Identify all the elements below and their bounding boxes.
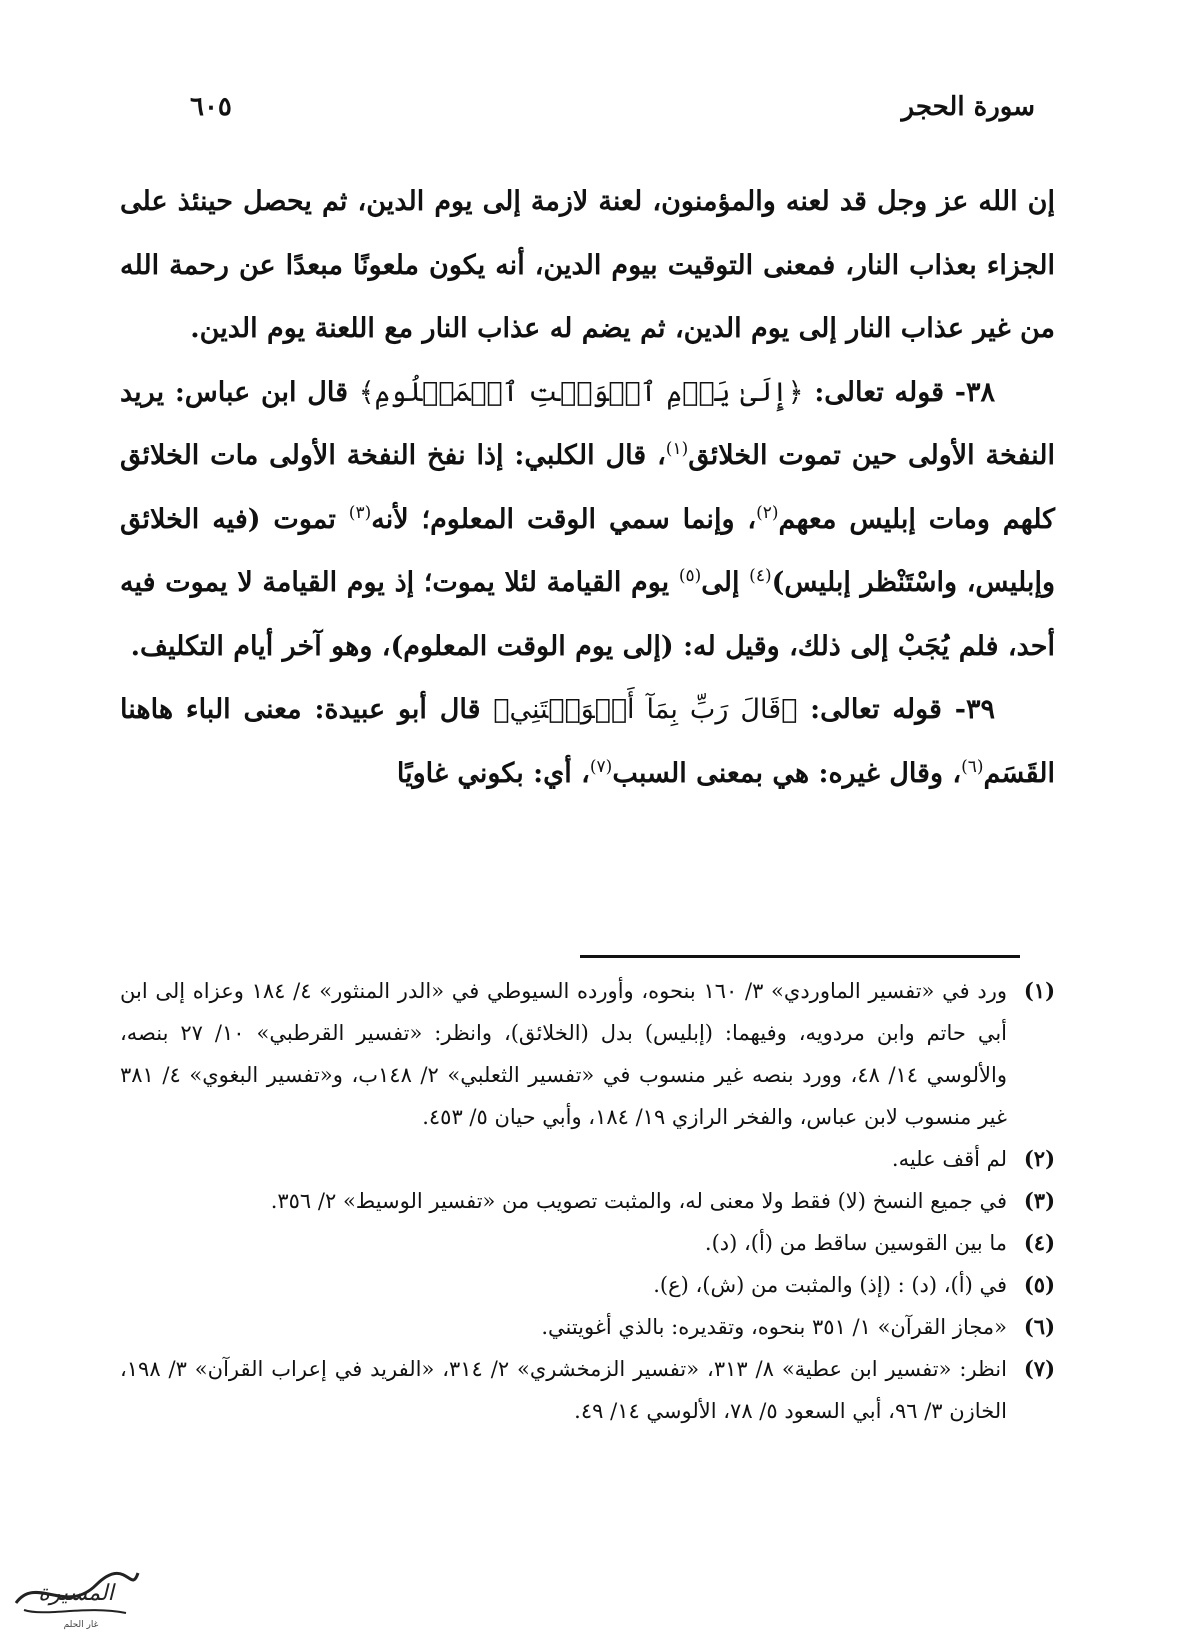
text-segment: يوم القيامة لئلا يموت؛ إذ يوم القيامة لا يموت فيه أحد، فلم يُجَبْ إلى ذلك، وقيل له: (إلى يوم الوقت المعلوم)، وهو آخر أيام التكليف. bbox=[120, 567, 1055, 662]
footnote-1 bbox=[120, 970, 1055, 1138]
verse-intro: ٣٩- قوله تعالى: bbox=[797, 694, 995, 725]
footnote-text: في (أ)، (د) : (إذ) والمثبت من (ش)، (ع). bbox=[653, 1273, 1007, 1297]
footnote-separator bbox=[580, 955, 1020, 958]
footnote-3 bbox=[120, 1180, 1055, 1222]
verse-intro: ٣٨- قوله تعالى: bbox=[803, 376, 995, 408]
paragraph-verse-38 bbox=[120, 361, 1055, 679]
footnote-text: «مجاز القرآن» ١/ ٣٥١ بنحوه، وتقديره: بالذي أغويتني. bbox=[541, 1315, 1007, 1339]
text-segment: ، قال الكلبي: إذا نفخ النفخة الأولى مات الخلائق كلهم ومات إبليس معهم bbox=[120, 440, 1055, 535]
footnote-7 bbox=[120, 1348, 1055, 1432]
footnote-number: (٦) bbox=[1023, 1314, 1055, 1339]
footnote-ref-3[interactable]: (٣) bbox=[348, 502, 372, 523]
footnote-ref-5[interactable]: (٥) bbox=[678, 566, 702, 586]
quran-verse: ﴿إِلَىٰ يَوۡمِ ٱلۡوَقۡتِ ٱلۡمَعۡلُومِ﴾ bbox=[358, 376, 804, 408]
footnote-text: لم أقف عليه. bbox=[891, 1147, 1007, 1171]
watermark-subtext: غار الحلم bbox=[63, 1620, 99, 1630]
footnote-ref-7[interactable]: (٧) bbox=[589, 756, 613, 777]
footnote-number: (٤) bbox=[1023, 1230, 1055, 1255]
footnote-6 bbox=[120, 1306, 1055, 1348]
footnote-text: في جميع النسخ (لا) فقط ولا معنى له، والمثبت تصويب من «تفسير الوسيط» ٢/ ٣٥٦. bbox=[270, 1189, 1007, 1213]
quran-verse: ﴿قَالَ رَبِّ بِمَآ أَغۡوَيۡتَنِي﴾ bbox=[493, 694, 798, 725]
footnote-ref-6[interactable]: (٦) bbox=[961, 756, 984, 777]
text-segment: ، أي: بكوني غاويًا bbox=[396, 757, 590, 789]
footnote-text: ما بين القوسين ساقط من (أ)، (د). bbox=[704, 1231, 1007, 1255]
page-number: ٦٠٥ bbox=[190, 92, 232, 122]
text-segment: ، وقال غيره: هي بمعنى السبب bbox=[612, 757, 962, 789]
footnotes bbox=[120, 970, 1055, 1432]
footnote-number: (٥) bbox=[1023, 1272, 1055, 1297]
footnote-number: (٧) bbox=[1023, 1356, 1055, 1381]
text-segment: إلى bbox=[701, 567, 750, 598]
footnote-5 bbox=[120, 1264, 1055, 1306]
footnote-4 bbox=[120, 1222, 1055, 1264]
footnote-ref-2[interactable]: (٢) bbox=[756, 502, 779, 523]
footnote-number: (٣) bbox=[1023, 1188, 1055, 1213]
footnote-number: (١) bbox=[1023, 978, 1055, 1003]
paragraph-verse-39 bbox=[120, 678, 1055, 805]
text-segment: قال أبو عبيدة: معنى الباء هاهنا القَسَم bbox=[120, 694, 1055, 789]
footnote-text: ورد في «تفسير الماوردي» ٣/ ١٦٠ بنحوه، وأورده السيوطي في «الدر المنثور» ٤/ ١٨٤ وعزاه إلى ابن أبي حاتم وابن مردويه، وفيهما: (إبليس) بدل (الخلائق)، وانظر: «تفسير القرطبي» ١٠/ ٢٧ بنصه، والألوسي ١٤/ ٤٨، وورد بنصه غير منسوب في «تفسير الثعلبي» ٢/ ١٤٨ب، و«تفسير البغوي» ٤/ ٣٨١ غير منسوب لابن عباس، والفخر الرازي ١٩/ ١٨٤، وأبي حيان ٥/ ٤٥٣. bbox=[120, 979, 1007, 1129]
watermark-logo bbox=[6, 1555, 146, 1635]
footnote-number: (٢) bbox=[1023, 1146, 1055, 1171]
text-segment: تموت (فيه الخلائق وإبليس، واسْتَنْظر إبليس) bbox=[120, 503, 1055, 598]
footnote-text: انظر: «تفسير ابن عطية» ٨/ ٣١٣، «تفسير الزمخشري» ٢/ ٣١٤، «الفريد في إعراب القرآن» ٣/ ١٩٨، الخازن ٣/ ٩٦، أبي السعود ٥/ ٧٨، الألوسي ١٤/ ٤٩. bbox=[120, 1357, 1007, 1423]
text-segment: ، وإنما سمي الوقت المعلوم؛ لأنه bbox=[371, 503, 757, 535]
surah-title: سورة الحجر bbox=[901, 92, 1035, 122]
paragraph-1: إن الله عز وجل قد لعنه والمؤمنون، لعنة لازمة إلى يوم الدين، ثم يحصل حينئذ على الجزاء بعذاب النار، فمعنى التوقيت بيوم الدين، أنه يكون ملعونًا مبعدًا عن رحمة الله من غير عذاب النار إلى يوم الدين، ثم يضم له عذاب النار مع اللعنة يوم الدين. bbox=[120, 186, 1055, 344]
footnote-2 bbox=[120, 1138, 1055, 1180]
text-segment: قال ابن عباس: يريد النفخة الأولى حين تموت الخلائق bbox=[120, 376, 1055, 471]
footnote-ref-4[interactable]: (٤) bbox=[749, 566, 772, 586]
watermark-text: المسيرة bbox=[38, 1581, 114, 1606]
page-header bbox=[190, 82, 1035, 132]
footnote-ref-1[interactable]: (١) bbox=[665, 439, 689, 459]
main-text bbox=[120, 170, 1055, 805]
